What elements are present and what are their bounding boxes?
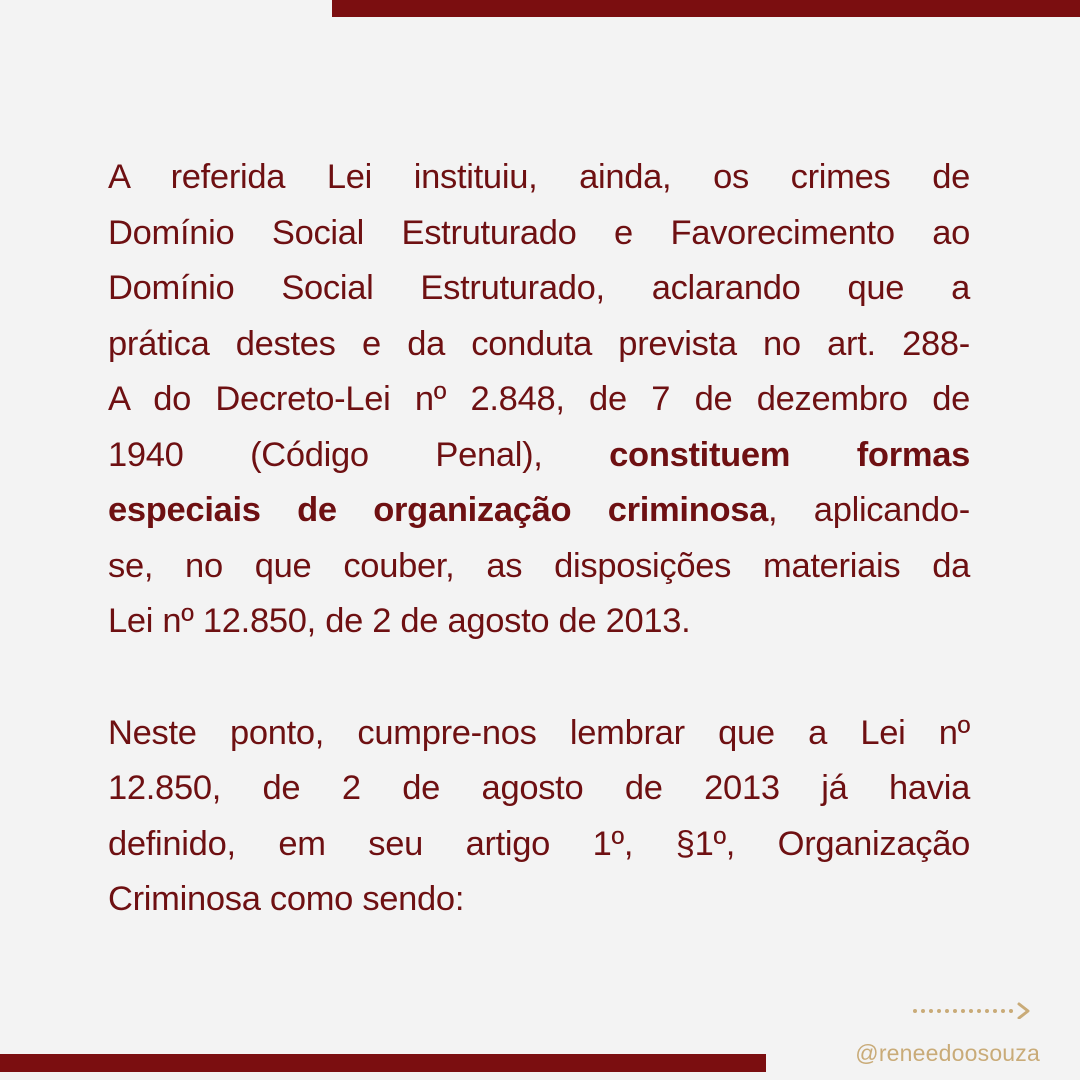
paragraph-2-line-3: definido, em seu artigo 1º, §1º, Organização	[108, 824, 970, 863]
paragraph-2-line-1: Neste ponto, cumpre-nos lembrar que a Lei nº	[108, 713, 970, 752]
paragraph-2-line-4: Criminosa como sendo:	[108, 880, 465, 918]
author-handle: @reneedoosouza	[855, 1040, 1040, 1066]
paragraph-1-line-8: se, no que couber, as disposições materiais da	[108, 546, 970, 585]
paragraph-1-line-4: prática destes e da conduta prevista no art. 288-	[108, 324, 970, 363]
emphasis-text-1: constituem formas	[609, 435, 970, 474]
line-6-plain-text: 1940 (Código Penal),	[108, 435, 543, 474]
line-7-plain-text: , aplicando-	[768, 491, 970, 529]
emphasis-text-2: especiais de organização criminosa	[108, 491, 769, 529]
bottom-accent-bar	[0, 1054, 766, 1072]
top-accent-bar	[332, 0, 1080, 17]
paragraph-1-line-1: A referida Lei instituiu, ainda, os crimes de	[108, 158, 970, 196]
paragraph-1-line-2: Domínio Social Estruturado e Favorecimento ao	[108, 213, 970, 252]
paragraph-1-line-3: Domínio Social Estruturado, aclarando que a	[108, 269, 970, 307]
paragraph-2	[108, 706, 970, 928]
body-text	[108, 150, 970, 928]
dotted-arrow-right-icon[interactable]	[912, 1001, 1034, 1019]
paragraph-1-line-5: A do Decreto-Lei nº 2.848, de 7 de dezembro de	[108, 380, 970, 418]
paragraph-1-line-6	[108, 428, 970, 484]
paragraph-1-line-9: Lei nº 12.850, de 2 de agosto de 2013.	[108, 602, 691, 640]
paragraph-2-line-2: 12.850, de 2 de agosto de 2013 já havia	[108, 769, 970, 807]
paragraph-1-line-7	[108, 483, 970, 539]
paragraph-1	[108, 150, 970, 650]
